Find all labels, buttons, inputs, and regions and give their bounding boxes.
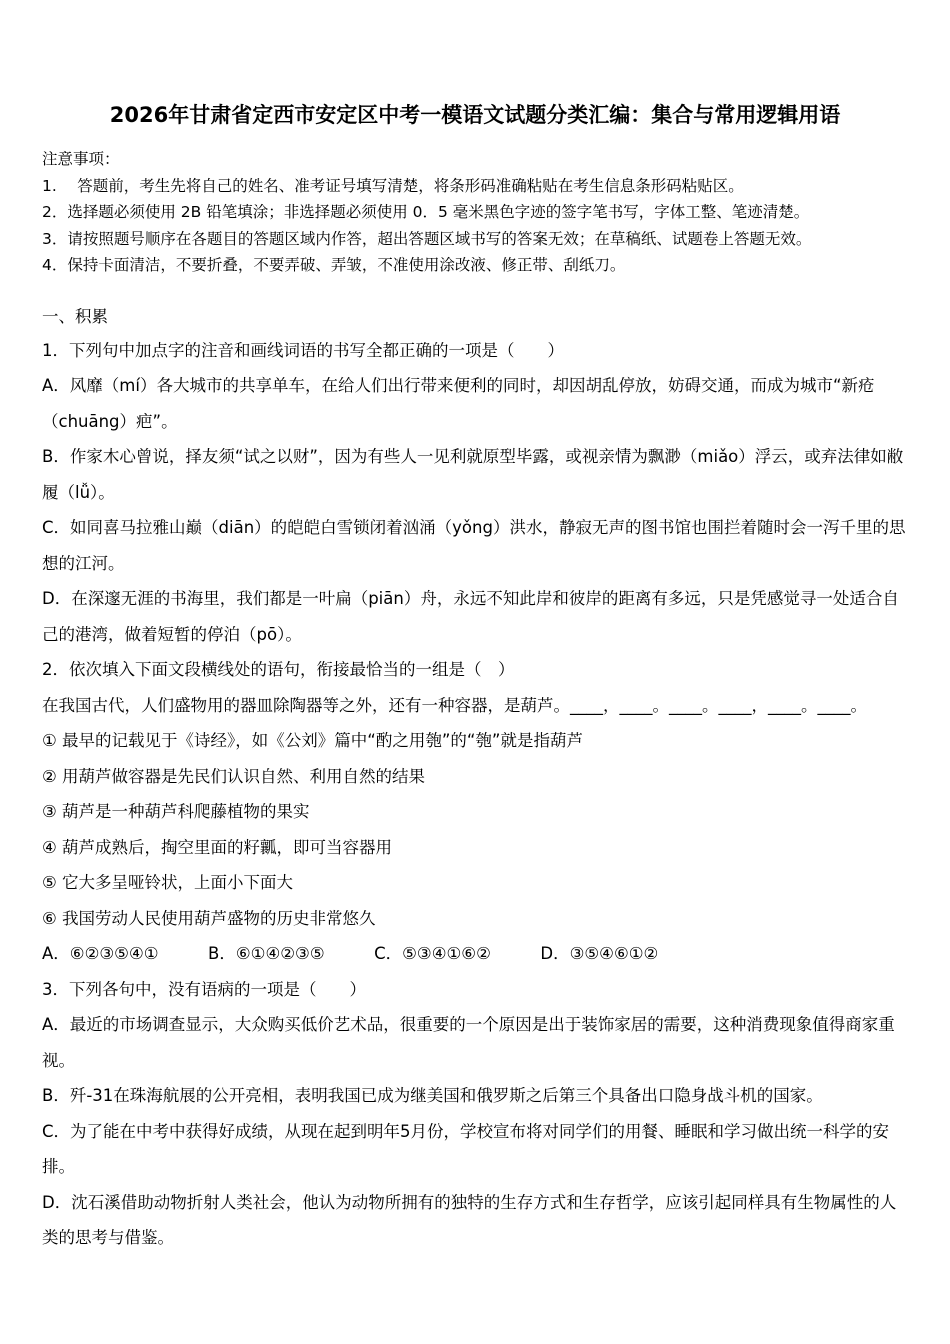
question-2-sentence-5: ⑤ 它大多呈哑铃状，上面小下面大 xyxy=(42,873,294,892)
question-1 xyxy=(42,333,908,653)
question-2-sentence-6: ⑥ 我国劳动人民使用葫芦盛物的历史非常悠久 xyxy=(42,908,376,928)
question-2-options: A．⑥②③⑤④① B．⑥①④②③⑤ C．⑤③④①⑥② D．③⑤④⑥①② xyxy=(42,944,659,963)
question-3-option-b: B．歼-31在珠海航展的公开亮相，表明我国已成为继美国和俄罗斯之后第三个具备出口隐身战斗机的国家。 xyxy=(42,1086,823,1105)
question-3-option-c: C．为了能在中考中获得好成绩，从现在起到明年5月份，学校宣布将对同学们的用餐、睡眠和学习做出统一科学的安排。 xyxy=(42,1121,890,1176)
notice-item-4: 4．保持卡面清洁，不要折叠，不要弄破、弄皱，不准使用涂改液、修正带、刮纸刀。 xyxy=(42,256,626,274)
question-1-option-a: A．风靡（mí）各大城市的共享单车，在给人们出行带来便利的同时，却因胡乱停放，妨碍交通，而成为城市“新疮（chuāng）疤”。 xyxy=(42,376,875,431)
question-2 xyxy=(42,652,908,972)
notice-item-2: 2．选择题必须使用 2B 铅笔填涂；非选择题必须使用 0．5 毫米黑色字迹的签字笔书写，字体工整、笔迹清楚。 xyxy=(42,203,810,221)
question-2-sentence-3: ③ 葫芦是一种葫芦科爬藤植物的果实 xyxy=(42,802,310,821)
question-3 xyxy=(42,972,908,1256)
question-3-stem: 3．下列各句中，没有语病的一项是（ ） xyxy=(42,979,366,999)
question-2-stem: 2．依次填入下面文段横线处的语句，衔接最恰当的一组是（ ） xyxy=(42,660,515,679)
question-2-sentence-4: ④ 葫芦成熟后，掏空里面的籽瓤，即可当容器用 xyxy=(42,837,393,857)
question-2-sentence-1: ① 最早的记载见于《诗经》，如《公刘》篇中“酌之用匏”的“匏”就是指葫芦 xyxy=(42,731,583,750)
notice-section xyxy=(42,146,908,279)
question-3-option-a: A．最近的市场调查显示，大众购买低价艺术品，很重要的一个原因是出于装饰家居的需要，这种消费现象值得商家重视。 xyxy=(42,1015,895,1070)
question-1-stem: 1．下列句中加点字的注音和画线词语的书写全都正确的一项是（ ） xyxy=(42,340,564,360)
question-2-sentence-2: ② 用葫芦做容器是先民们认识自然、利用自然的结果 xyxy=(42,766,426,786)
question-1-option-b: B．作家木心曾说，择友须“试之以财”，因为有些人一见利就原型毕露，或视亲情为飘渺（miǎo）浮云，或弃法律如敝履（lǚ）。 xyxy=(42,447,904,502)
notice-item-3: 3．请按照题号顺序在各题目的答题区域内作答，超出答题区域书写的答案无效；在草稿纸、试题卷上答题无效。 xyxy=(42,229,812,248)
notice-heading: 注意事项： xyxy=(42,150,120,168)
notice-item-1: 1. 答题前，考生先将自己的姓名、准考证号填写清楚，将条形码准确粘贴在考生信息条形码粘贴区。 xyxy=(42,176,744,195)
section-heading-accumulation: 一、积累 xyxy=(42,306,108,326)
question-2-passage: 在我国古代，人们盛物用的器皿除陶器等之外，还有一种容器，是葫芦。____，____。____。____，____。____。 xyxy=(42,695,867,715)
question-3-option-d: D．沈石溪借助动物折射人类社会，他认为动物所拥有的独特的生存方式和生存哲学，应该引起同样具有生物属性的人类的思考与借鉴。 xyxy=(42,1192,897,1247)
question-1-option-c: C．如同喜马拉雅山巅（diān）的皑皑白雪锁闭着汹涌（yǒng）洪水，静寂无声的图书馆也围拦着随时会一泻千里的思想的江河。 xyxy=(42,518,906,573)
question-1-option-d: D．在深邃无涯的书海里，我们都是一叶扁（piān）舟，永远不知此岸和彼岸的距离有多远，只是凭感觉寻一处适合自己的港湾，做着短暂的停泊（pō）。 xyxy=(42,589,899,644)
page-title: 2026年甘肃省定西市安定区中考一模语文试题分类汇编：集合与常用逻辑用语 xyxy=(109,103,841,127)
